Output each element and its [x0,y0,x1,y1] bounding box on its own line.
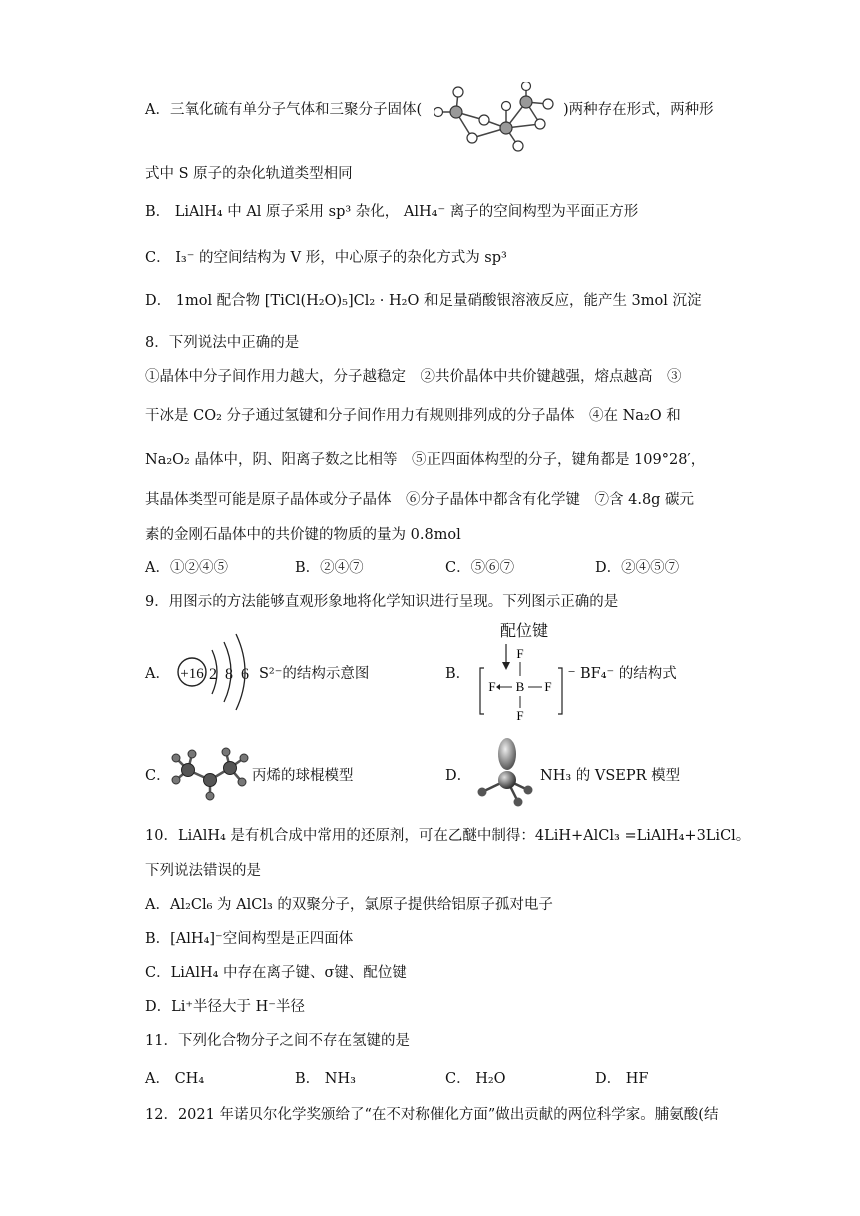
propene-ball-stick-model [168,746,252,802]
q11-option-c: C． H₂O [445,1071,506,1087]
q11-option-a: A． CH₄ [145,1071,205,1087]
q11-option-d: D． HF [595,1071,649,1087]
q7-option-a-prefix: A．三氧化硫有单分子气体和三聚分子固体( [145,102,423,118]
nh3-vsepr-model [470,736,540,808]
q10-stem-line-1: 10．LiAlH₄ 是有机合成中常用的还原剂，可在乙醚中制得：4LiH+AlCl₃ =LiAlH₄+3LiCl。 [145,828,751,844]
boron-atom: B [515,679,525,694]
q7-option-d: D． 1mol 配合物 [TiCl(H₂O)₅]Cl₂ · H₂O 和足量硝酸银溶液反应，能产生 3mol 沉淀 [145,293,702,309]
fluorine-bottom: F [516,708,524,722]
q8-statement-line-2: 干冰是 CO₂ 分子通过氢键和分子间作用力有规则排列成的分子晶体 ④在 Na₂O 和 [145,408,681,424]
q10-option-c: C．LiAlH₄ 中存在离子键、σ键、配位键 [145,965,407,981]
so3-trimer-diagram [434,82,559,154]
q8-option-b: B．②④⑦ [295,560,364,576]
q10-option-b: B．[AlH₄]⁻空间构型是正四面体 [145,931,354,947]
q8-statement-line-3: Na₂O₂ 晶体中，阴、阳离子数之比相等 ⑤正四面体构型的分子，键角都是 109°28′， [145,452,706,468]
q10-option-a: A．Al₂Cl₆ 为 AlCl₃ 的双聚分子，氯原子提供给铝原子孤对电子 [145,897,553,913]
q10-stem-line-2: 下列说法错误的是 [145,863,261,879]
q10-option-d: D．Li⁺半径大于 H⁻半径 [145,999,305,1015]
q9-option-a-text: S²⁻的结构示意图 [259,666,370,682]
q7-option-b: B． LiAlH₄ 中 Al 原子采用 sp³ 杂化， AlH₄⁻ 离子的空间构型为平面正方形 [145,204,639,220]
q9-option-c-label: C． [145,768,171,784]
q9-option-a-label: A． [145,666,170,682]
fluorine-left: F [488,679,496,694]
q8-stem: 8．下列说法中正确的是 [145,335,300,351]
q11-stem: 11．下列化合物分子之间不存在氢键的是 [145,1033,410,1049]
nucleus-charge: +16 [180,666,204,682]
q8-option-d: D．②④⑤⑦ [595,560,680,576]
q12-stem: 12．2021 年诺贝尔化学奖颁给了“在不对称催化方面”做出贡献的两位科学家。脯氨酸(结 [145,1107,719,1123]
q11-option-b: B． NH₃ [295,1071,356,1087]
fluorine-top: F [516,646,524,661]
q9-stem: 9．用图示的方法能够直观形象地将化学知识进行呈现。下列图示正确的是 [145,594,619,610]
coordinate-bond-caption: 配位键 [500,621,549,640]
bf4-structure-diagram [470,618,580,722]
q8-statement-line-1: ①晶体中分子间作用力越大，分子越稳定 ②共价晶体中共价键越强，熔点越高 ③ [145,369,682,385]
q7-option-c: C． I₃⁻ 的空间结构为 V 形，中心原子的杂化方式为 sp³ [145,250,507,266]
q8-statement-line-4: 其晶体类型可能是原子晶体或分子晶体 ⑥分子晶体中都含有化学键 ⑦含 4.8g 碳元 [145,492,695,508]
ion-charge: − [568,664,576,679]
q7-option-a-suffix: )两种存在形式，两种形 [563,102,714,118]
sulfide-ion-shell-diagram [172,630,262,716]
q8-statement-line-5: 素的金刚石晶体中的共价键的物质的量为 0.8mol [145,527,461,543]
electron-shells: 2 8 6 [209,666,251,683]
q9-option-b-label: B． [445,666,471,682]
q9-option-d-label: D． [445,768,472,784]
q8-option-a: A．①②④⑤ [145,560,228,576]
q9-option-c-text: 丙烯的球棍模型 [252,768,354,784]
fluorine-right: F [544,679,552,694]
q8-option-c: C．⑤⑥⑦ [445,560,515,576]
q9-option-d-text: NH₃ 的 VSEPR 模型 [540,768,681,784]
q7-option-a-continued: 式中 S 原子的杂化轨道类型相同 [145,166,353,182]
q9-option-b-text: BF₄⁻ 的结构式 [580,666,677,682]
